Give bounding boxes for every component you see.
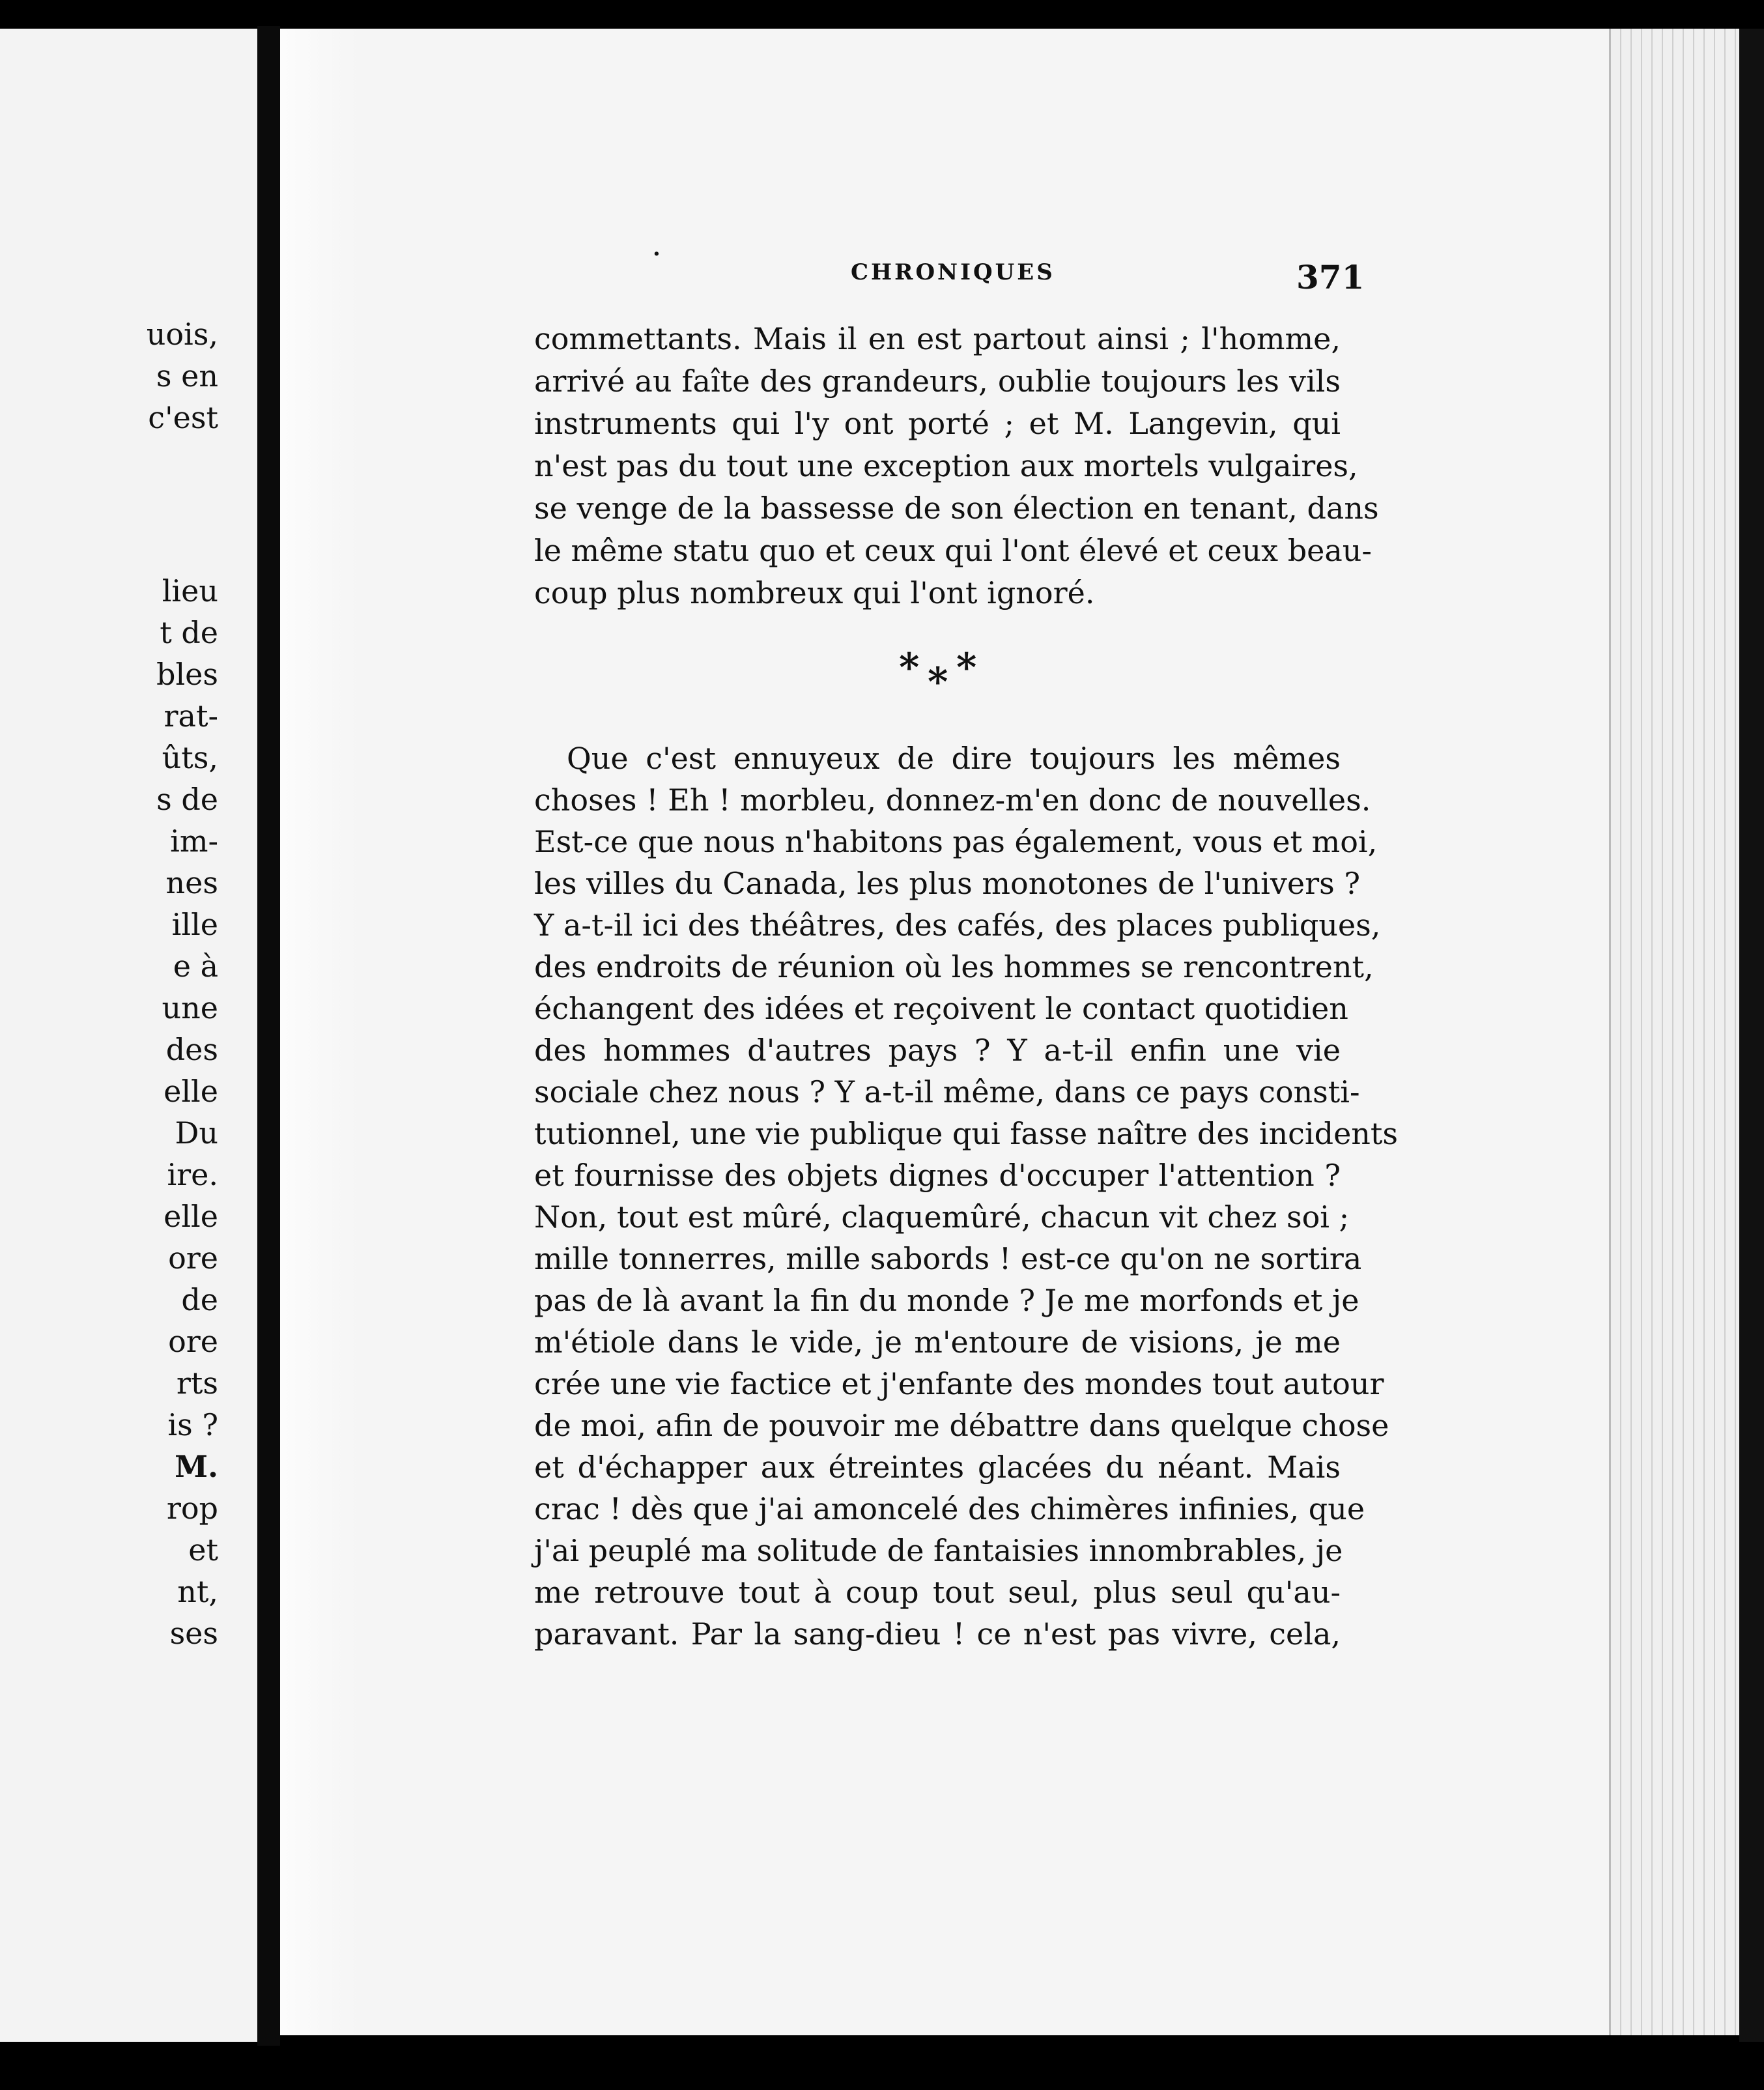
asterism-star: * bbox=[956, 645, 977, 691]
paragraph-1-line: n'est pas du tout une exception aux mortels vulgaires, bbox=[534, 448, 1358, 483]
page-edges bbox=[1609, 29, 1741, 2035]
left-page-line: ore bbox=[168, 1324, 218, 1359]
paragraph-2-line: choses ! Eh ! morbleu, donnez-m'en donc de nouvelles. bbox=[534, 782, 1371, 818]
left-page-line: et bbox=[188, 1532, 218, 1568]
asterism-star: * bbox=[928, 659, 948, 705]
paragraph-2-line: me retrouve tout à coup tout seul, plus seul qu'au- bbox=[534, 1575, 1341, 1610]
left-page-line: rat- bbox=[164, 698, 218, 734]
paragraph-2-line: j'ai peuplé ma solitude de fantaisies innombrables, je bbox=[534, 1533, 1343, 1568]
left-page-line: de bbox=[181, 1282, 218, 1317]
paragraph-1-line: se venge de la bassesse de son élection en tenant, dans bbox=[534, 491, 1379, 526]
left-page-line: rts bbox=[176, 1366, 218, 1401]
left-page-line: des bbox=[165, 1032, 218, 1067]
left-page-line: M. bbox=[175, 1449, 218, 1484]
paragraph-2-line: crac ! dès que j'ai amoncelé des chimères infinies, que bbox=[534, 1491, 1365, 1526]
paragraph-2-line: paravant. Par la sang-dieu ! ce n'est pas vivre, cela, bbox=[534, 1616, 1341, 1652]
paragraph-2-line: pas de là avant la fin du monde ? Je me morfonds et je bbox=[534, 1283, 1359, 1318]
left-page-line: uois, bbox=[146, 317, 218, 352]
section-asterism bbox=[899, 645, 977, 705]
paragraph-2-line: échangent des idées et reçoivent le contact quotidien bbox=[534, 991, 1348, 1026]
paragraph-1-line: commettants. Mais il en est partout ainsi ; l'homme, bbox=[534, 321, 1341, 356]
left-page-line: ille bbox=[171, 907, 218, 942]
left-page-line: elle bbox=[164, 1199, 218, 1234]
paragraph-1-line: arrivé au faîte des grandeurs, oublie toujours les vils bbox=[534, 364, 1341, 399]
paragraph-2-line: et fournisse des objets dignes d'occuper l'attention ? bbox=[534, 1158, 1341, 1193]
paragraph-2-line: et d'échapper aux étreintes glacées du néant. Mais bbox=[534, 1450, 1341, 1485]
left-page-line: ses bbox=[169, 1616, 218, 1651]
left-page-line: is ? bbox=[167, 1407, 218, 1442]
left-page-line: ore bbox=[168, 1240, 218, 1276]
left-page-line: s en bbox=[156, 358, 218, 394]
asterism-star: * bbox=[899, 645, 920, 691]
paragraph-2-line: crée une vie factice et j'enfante des mondes tout autour bbox=[534, 1366, 1384, 1401]
left-page-line: elle bbox=[164, 1074, 218, 1109]
paragraph-2-line: tutionnel, une vie publique qui fasse naître des incidents bbox=[534, 1116, 1399, 1151]
paragraph-2-line: sociale chez nous ? Y a-t-il même, dans ce pays consti- bbox=[534, 1074, 1360, 1109]
paragraph-2-line: des endroits de réunion où les hommes se rencontrent, bbox=[534, 949, 1374, 984]
left-page-line: bles bbox=[156, 657, 218, 692]
left-page-line: Du bbox=[175, 1115, 218, 1151]
left-page-line: nes bbox=[165, 865, 218, 900]
left-page-line: c'est bbox=[148, 400, 218, 435]
paragraph-2-line: Est-ce que nous n'habitons pas également, vous et moi, bbox=[534, 824, 1378, 859]
paragraph-2-line: de moi, afin de pouvoir me débattre dans quelque chose bbox=[534, 1408, 1389, 1443]
print-speck: · bbox=[653, 241, 661, 267]
left-page-line: im- bbox=[170, 823, 218, 859]
paragraph-2-line: Non, tout est mûré, claquemûré, chacun vit chez soi ; bbox=[534, 1199, 1350, 1235]
paragraph-2-line: m'étiole dans le vide, je m'entoure de visions, je me bbox=[534, 1324, 1341, 1360]
left-page-line: e à bbox=[173, 949, 218, 984]
left-page-line: ûts, bbox=[162, 740, 218, 775]
page-number: 371 bbox=[1296, 258, 1365, 296]
left-page-line: nt, bbox=[177, 1574, 218, 1609]
page-edge-shadow bbox=[1739, 29, 1764, 2042]
left-page-line: t de bbox=[160, 615, 218, 650]
running-head: CHRONIQUES bbox=[851, 259, 1055, 285]
paragraph-2-first-line: Que c'est ennuyeux de dire toujours les mêmes bbox=[567, 741, 1341, 776]
left-page-line: ire. bbox=[167, 1157, 218, 1192]
book-gutter bbox=[257, 26, 280, 2046]
left-page-line: s de bbox=[156, 782, 218, 817]
left-page-line: lieu bbox=[162, 573, 218, 608]
paragraph-2-line: Y a-t-il ici des théâtres, des cafés, des places publiques, bbox=[534, 908, 1381, 943]
left-page-line: une bbox=[162, 990, 218, 1025]
paragraph-1-line: le même statu quo et ceux qui l'ont élevé et ceux beau- bbox=[534, 533, 1372, 568]
paragraph-1-last-line: coup plus nombreux qui l'ont ignoré. bbox=[534, 575, 1095, 610]
paragraph-2-line: les villes du Canada, les plus monotones de l'univers ? bbox=[534, 866, 1360, 901]
left-page-line: rop bbox=[166, 1491, 218, 1526]
previous-page-fragment bbox=[0, 29, 261, 2042]
paragraph-2-line: mille tonnerres, mille sabords ! est-ce qu'on ne sortira bbox=[534, 1241, 1362, 1276]
paragraph-1-line: instruments qui l'y ont porté ; et M. Langevin, qui bbox=[534, 406, 1341, 441]
paragraph-2-line: des hommes d'autres pays ? Y a-t-il enfin une vie bbox=[534, 1033, 1341, 1068]
